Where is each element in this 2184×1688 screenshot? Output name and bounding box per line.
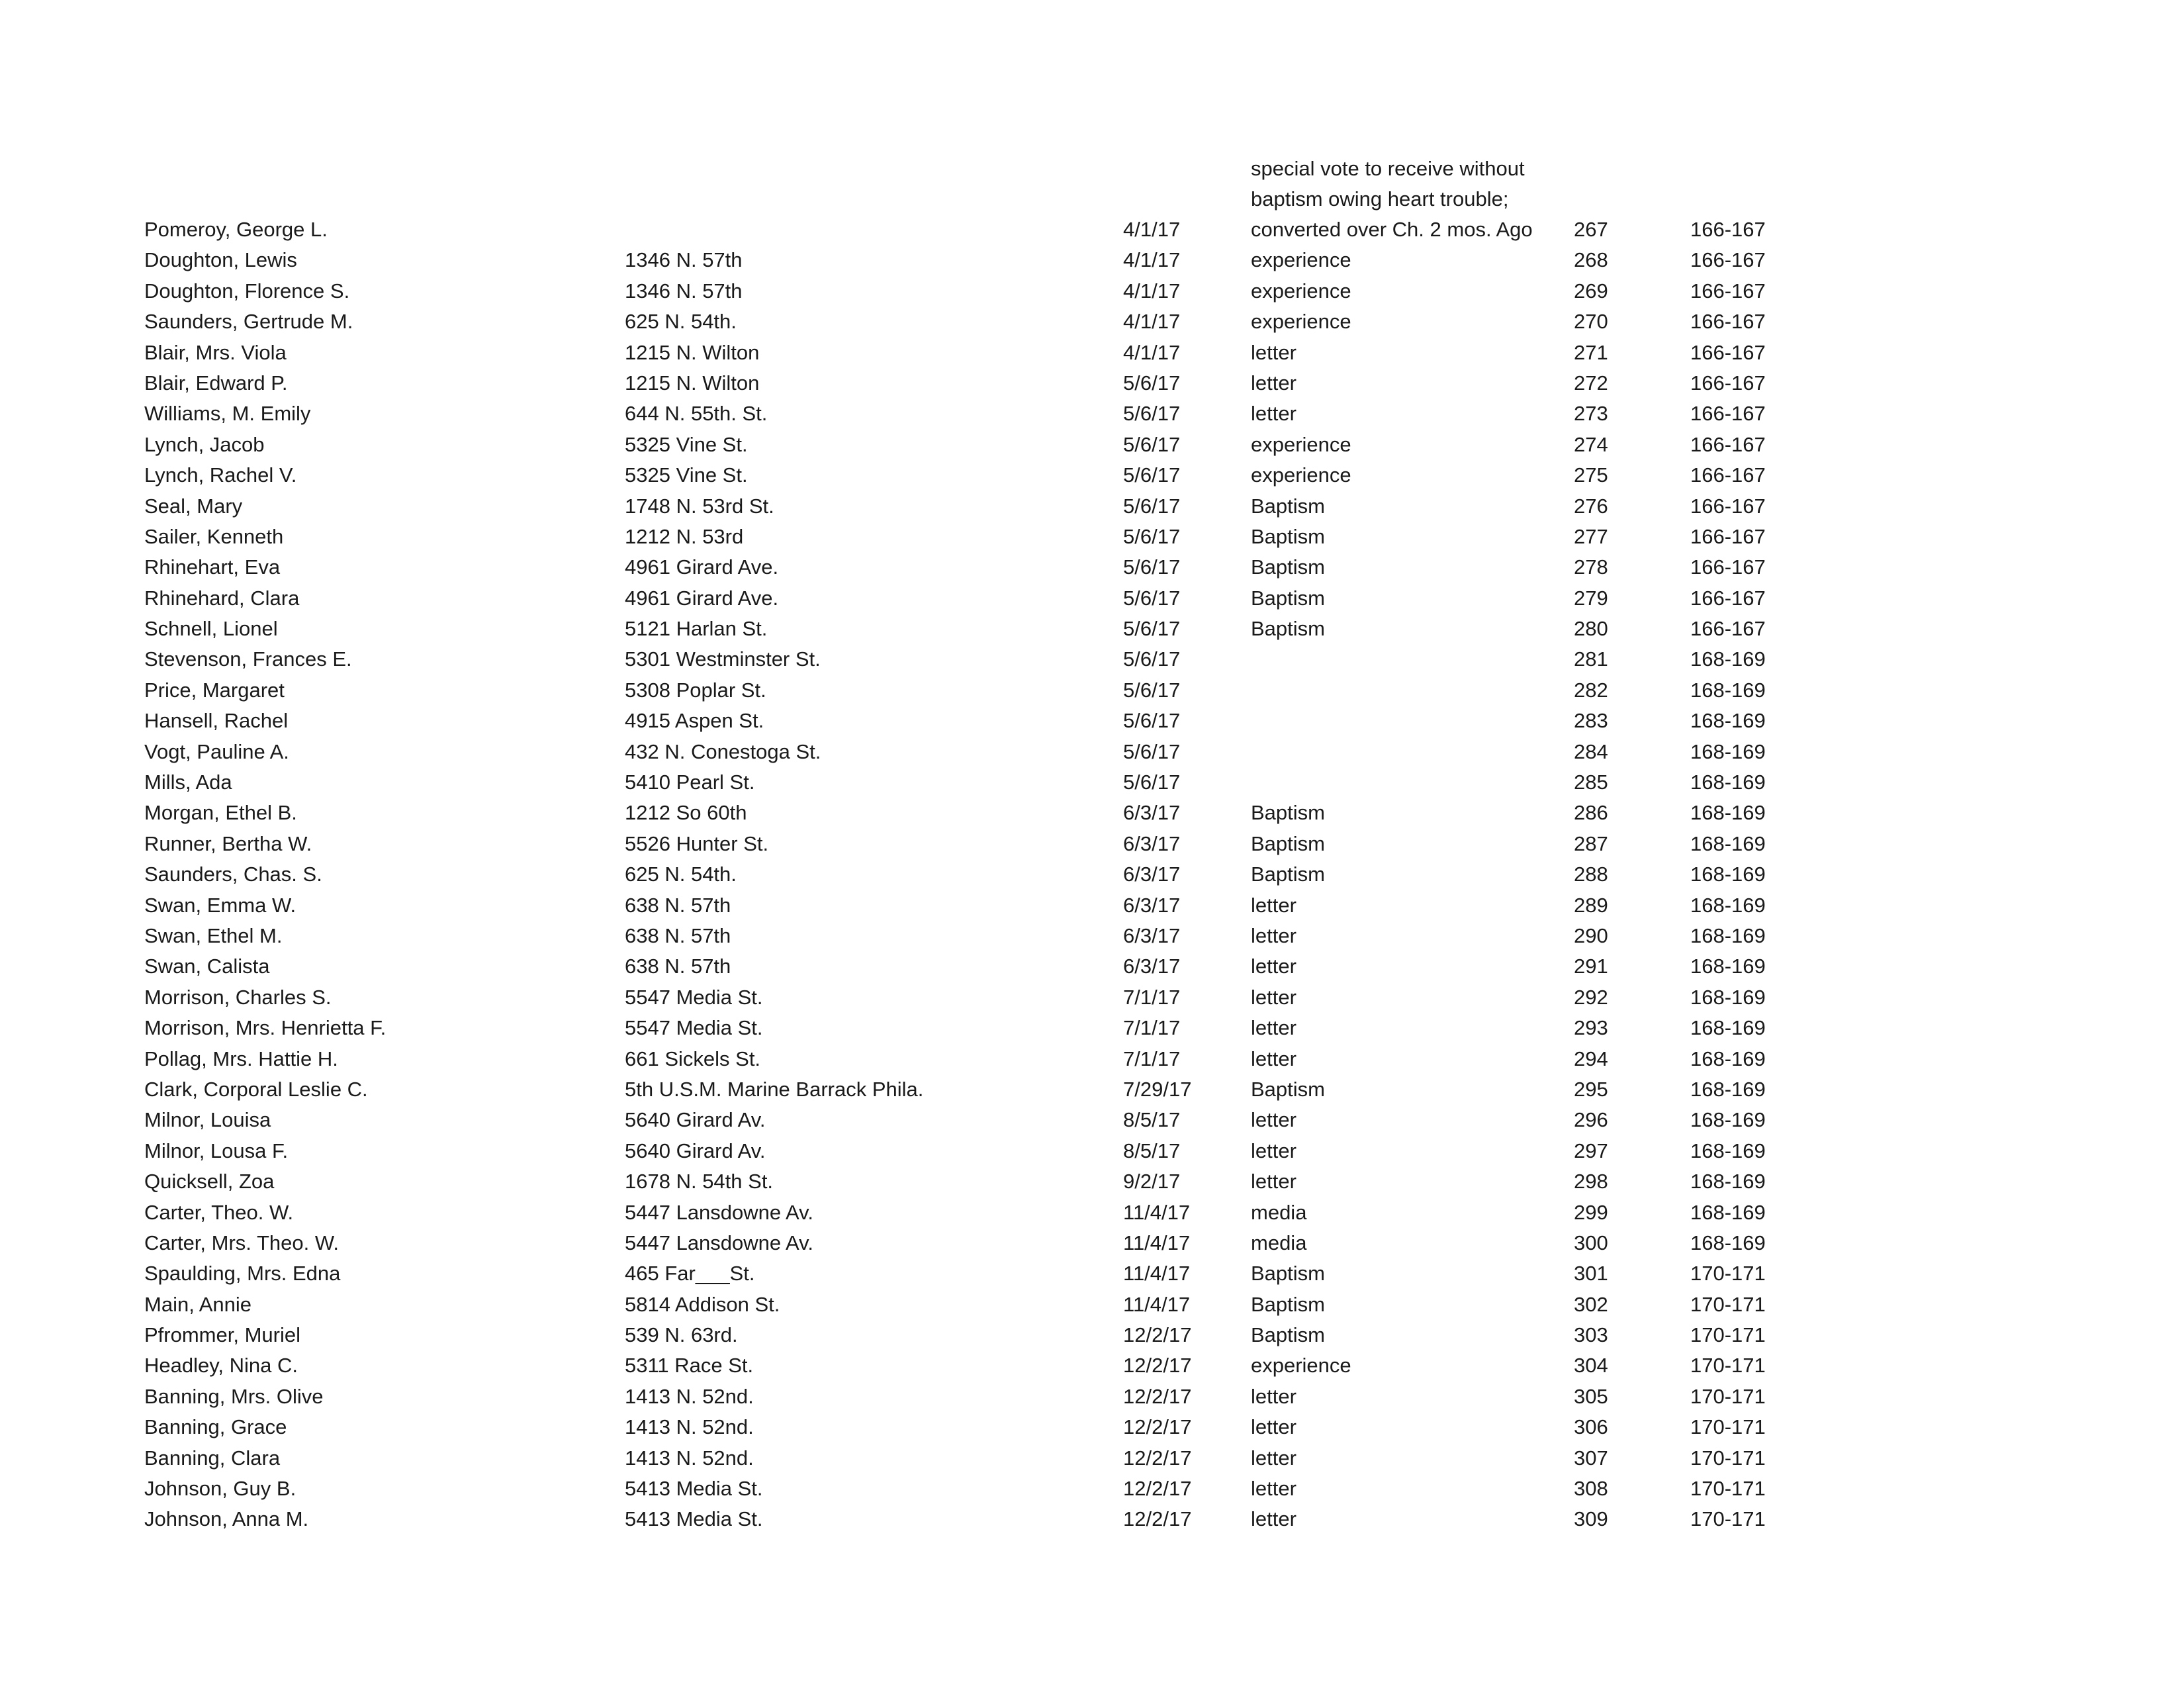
table-row [0,951,2184,982]
received-date: 4/1/17 [1123,218,1181,241]
member-number: 291 [1574,955,1608,978]
member-address: 638 N. 57th [625,893,731,917]
page-reference: 170-171 [1690,1446,1766,1470]
table-row [0,338,2184,368]
received-how: letter [1251,893,1297,917]
member-name: Johnson, Anna M. [144,1507,309,1531]
received-how: Baptism [1251,586,1325,610]
received-how: experience [1251,1354,1351,1378]
received-how: letter [1251,1415,1297,1439]
received-how: Baptism [1251,831,1325,855]
received-date: 7/1/17 [1123,985,1181,1009]
member-number: 300 [1574,1231,1608,1254]
received-how: letter [1251,1139,1297,1162]
received-how: letter [1251,1170,1297,1194]
member-address: 625 N. 54th. [625,863,737,886]
member-number: 287 [1574,831,1608,855]
member-address: 5814 Addison St. [625,1292,780,1316]
member-number: 304 [1574,1354,1608,1378]
table-row [0,1350,2184,1381]
member-name: Schnell, Lionel [144,617,278,641]
member-number: 302 [1574,1292,1608,1316]
member-address: 5526 Hunter St. [625,831,769,855]
member-address: 4961 Girard Ave. [625,555,779,579]
table-row [0,1013,2184,1043]
received-date: 5/6/17 [1123,432,1181,456]
received-how: Baptism [1251,1292,1325,1316]
member-number: 276 [1574,494,1608,518]
received-date: 7/29/17 [1123,1077,1192,1101]
member-address: 5325 Vine St. [625,432,748,456]
member-number: 283 [1574,709,1608,733]
member-number: 290 [1574,923,1608,947]
received-how: experience [1251,432,1351,456]
received-how: Baptism [1251,494,1325,518]
member-address: 5447 Lansdowne Av. [625,1231,813,1254]
page-reference: 166-167 [1690,555,1766,579]
page-reference: 168-169 [1690,955,1766,978]
received-date: 5/6/17 [1123,739,1181,763]
page-reference: 168-169 [1690,1108,1766,1132]
received-date: 12/2/17 [1123,1446,1192,1470]
received-how: experience [1251,279,1351,303]
member-name: Mills, Ada [144,771,232,794]
member-name: Clark, Corporal Leslie C. [144,1077,368,1101]
table-row [0,706,2184,736]
table-row [0,675,2184,706]
member-name: Rhinehard, Clara [144,586,300,610]
received-date: 5/6/17 [1123,402,1181,426]
page-reference: 168-169 [1690,1047,1766,1070]
member-number: 289 [1574,893,1608,917]
received-date: 7/1/17 [1123,1016,1181,1040]
table-row [0,1443,2184,1474]
table-row [0,1197,2184,1228]
page-reference: 168-169 [1690,923,1766,947]
member-address: 5311 Race St. [625,1354,754,1378]
received-date: 5/6/17 [1123,494,1181,518]
received-date: 7/1/17 [1123,1047,1181,1070]
member-name: Doughton, Lewis [144,248,297,272]
member-address: 5640 Girard Av. [625,1139,766,1162]
member-name: Doughton, Florence S. [144,279,350,303]
member-name: Saunders, Chas. S. [144,863,322,886]
received-date: 4/1/17 [1123,248,1181,272]
member-number: 272 [1574,371,1608,395]
received-date: 12/2/17 [1123,1323,1192,1347]
page-reference: 166-167 [1690,371,1766,395]
member-name: Spaulding, Mrs. Edna [144,1262,341,1286]
member-address: 5447 Lansdowne Av. [625,1200,813,1224]
table-row [0,460,2184,491]
member-address: 1346 N. 57th [625,279,743,303]
member-name: Vogt, Pauline A. [144,739,289,763]
member-address: 1678 N. 54th St. [625,1170,774,1194]
received-how: experience [1251,310,1351,334]
received-date: 5/6/17 [1123,771,1181,794]
page-reference: 170-171 [1690,1354,1766,1378]
note-line: converted over Ch. 2 mos. Ago [1251,218,1533,241]
received-date: 12/2/17 [1123,1415,1192,1439]
member-number: 274 [1574,432,1608,456]
page-reference: 170-171 [1690,1262,1766,1286]
table-row [0,276,2184,306]
member-number: 279 [1574,586,1608,610]
received-date: 12/2/17 [1123,1354,1192,1378]
member-number: 307 [1574,1446,1608,1470]
page-reference: 166-167 [1690,279,1766,303]
member-name: Carter, Mrs. Theo. W. [144,1231,340,1254]
member-name: Main, Annie [144,1292,251,1316]
member-number: 298 [1574,1170,1608,1194]
member-number: 275 [1574,463,1608,487]
member-address: 638 N. 57th [625,955,731,978]
table-row [0,1412,2184,1442]
member-address: 5547 Media St. [625,985,763,1009]
page-reference: 166-167 [1690,402,1766,426]
page-reference: 168-169 [1690,709,1766,733]
table-row [0,368,2184,399]
member-address: 5325 Vine St. [625,463,748,487]
received-how: experience [1251,463,1351,487]
table-row [0,214,2184,245]
member-number: 295 [1574,1077,1608,1101]
received-date: 4/1/17 [1123,340,1181,364]
member-name: Williams, M. Emily [144,402,311,426]
received-how: Baptism [1251,524,1325,548]
table-row [0,921,2184,951]
received-date: 11/4/17 [1123,1262,1191,1286]
received-how: letter [1251,1384,1297,1408]
member-address: 644 N. 55th. St. [625,402,768,426]
received-how: letter [1251,1446,1297,1470]
received-how: letter [1251,1507,1297,1531]
received-date: 5/6/17 [1123,617,1181,641]
page-reference: 168-169 [1690,1016,1766,1040]
page-reference: 168-169 [1690,1170,1766,1194]
note-line: baptism owing heart trouble; [1251,187,1509,211]
member-name: Johnson, Guy B. [144,1477,296,1501]
received-date: 6/3/17 [1123,923,1181,947]
page-reference: 168-169 [1690,893,1766,917]
received-how: letter [1251,1477,1297,1501]
received-date: 5/6/17 [1123,709,1181,733]
page-reference: 168-169 [1690,801,1766,825]
member-number: 309 [1574,1507,1608,1531]
received-how: media [1251,1231,1307,1254]
member-number: 282 [1574,678,1608,702]
table-row [0,1105,2184,1135]
table-row [0,982,2184,1013]
member-address: 4961 Girard Ave. [625,586,779,610]
page-reference: 170-171 [1690,1292,1766,1316]
received-date: 5/6/17 [1123,463,1181,487]
member-name: Swan, Calista [144,955,270,978]
member-number: 271 [1574,340,1608,364]
received-date: 5/6/17 [1123,678,1181,702]
received-how: Baptism [1251,555,1325,579]
page-reference: 168-169 [1690,771,1766,794]
received-date: 5/6/17 [1123,524,1181,548]
table-row [0,1166,2184,1197]
member-number: 303 [1574,1323,1608,1347]
member-number: 301 [1574,1262,1608,1286]
page-reference: 166-167 [1690,494,1766,518]
member-name: Lynch, Rachel V. [144,463,297,487]
member-name: Blair, Mrs. Viola [144,340,287,364]
member-address: 5410 Pearl St. [625,771,755,794]
table-row [0,737,2184,767]
member-address: 661 Sickels St. [625,1047,761,1070]
member-name: Quicksell, Zoa [144,1170,275,1194]
member-name: Banning, Mrs. Olive [144,1384,324,1408]
member-address: 1413 N. 52nd. [625,1415,754,1439]
received-date: 11/4/17 [1123,1292,1191,1316]
member-name: Pfrommer, Muriel [144,1323,300,1347]
received-date: 6/3/17 [1123,863,1181,886]
received-how: experience [1251,248,1351,272]
member-number: 293 [1574,1016,1608,1040]
member-number: 269 [1574,279,1608,303]
table-row [0,399,2184,429]
received-how: Baptism [1251,863,1325,886]
member-number: 268 [1574,248,1608,272]
member-name: Milnor, Lousa F. [144,1139,289,1162]
member-number: 286 [1574,801,1608,825]
page-reference: 168-169 [1690,1231,1766,1254]
page-reference: 170-171 [1690,1384,1766,1408]
member-number: 297 [1574,1139,1608,1162]
table-row [0,1382,2184,1412]
member-number: 280 [1574,617,1608,641]
received-date: 4/1/17 [1123,310,1181,334]
member-name: Banning, Clara [144,1446,281,1470]
page-reference: 166-167 [1690,463,1766,487]
table-row [0,859,2184,890]
received-date: 12/2/17 [1123,1384,1192,1408]
received-how: letter [1251,1047,1297,1070]
page-reference: 170-171 [1690,1323,1766,1347]
page-reference: 168-169 [1690,739,1766,763]
received-how: Baptism [1251,801,1325,825]
member-name: Blair, Edward P. [144,371,288,395]
member-rows [0,214,2184,1535]
received-date: 9/2/17 [1123,1170,1181,1194]
member-name: Hansell, Rachel [144,709,289,733]
member-address: 1212 N. 53rd [625,524,744,548]
member-address: 5th U.S.M. Marine Barrack Phila. [625,1077,924,1101]
member-name: Banning, Grace [144,1415,287,1439]
received-date: 4/1/17 [1123,279,1181,303]
table-row [0,1320,2184,1350]
member-name: Stevenson, Frances E. [144,647,352,671]
received-how: Baptism [1251,1323,1325,1347]
page-reference: 166-167 [1690,617,1766,641]
member-number: 267 [1574,218,1608,241]
received-date: 6/3/17 [1123,893,1181,917]
received-date: 5/6/17 [1123,555,1181,579]
member-address: 5301 Westminster St. [625,647,821,671]
member-address: 5547 Media St. [625,1016,763,1040]
member-number: 305 [1574,1384,1608,1408]
member-address: 625 N. 54th. [625,310,737,334]
received-how: letter [1251,340,1297,364]
page-reference: 166-167 [1690,586,1766,610]
received-how: letter [1251,985,1297,1009]
page-reference: 166-167 [1690,340,1766,364]
table-row [0,767,2184,798]
page-reference: 166-167 [1690,310,1766,334]
table-row [0,1136,2184,1166]
member-number: 292 [1574,985,1608,1009]
member-number: 296 [1574,1108,1608,1132]
page-reference: 168-169 [1690,1200,1766,1224]
table-row [0,306,2184,337]
received-how: Baptism [1251,1077,1325,1101]
table-row [0,1504,2184,1534]
received-date: 6/3/17 [1123,801,1181,825]
table-row [0,552,2184,583]
member-number: 308 [1574,1477,1608,1501]
received-how: letter [1251,402,1297,426]
page-reference: 168-169 [1690,985,1766,1009]
page-reference: 170-171 [1690,1477,1766,1501]
member-number: 270 [1574,310,1608,334]
table-row [0,1228,2184,1258]
received-date: 12/2/17 [1123,1477,1192,1501]
page-reference: 168-169 [1690,678,1766,702]
member-name: Lynch, Jacob [144,432,265,456]
received-how: letter [1251,923,1297,947]
table-row [0,245,2184,275]
member-name: Saunders, Gertrude M. [144,310,353,334]
page-reference: 166-167 [1690,248,1766,272]
member-name: Pollag, Mrs. Hattie H. [144,1047,338,1070]
member-address: 5640 Girard Av. [625,1108,766,1132]
received-date: 5/6/17 [1123,371,1181,395]
table-row [0,430,2184,460]
member-number: 294 [1574,1047,1608,1070]
member-address: 5413 Media St. [625,1507,763,1531]
member-address: 1413 N. 52nd. [625,1446,754,1470]
member-name: Sailer, Kenneth [144,524,284,548]
member-number: 284 [1574,739,1608,763]
member-address: 1413 N. 52nd. [625,1384,754,1408]
member-address: 5121 Harlan St. [625,617,768,641]
received-how: media [1251,1200,1307,1224]
member-number: 306 [1574,1415,1608,1439]
member-number: 299 [1574,1200,1608,1224]
table-row [0,1289,2184,1320]
member-address: 465 Far___St. [625,1262,755,1286]
member-name: Swan, Ethel M. [144,923,283,947]
member-name: Seal, Mary [144,494,243,518]
member-name: Morrison, Mrs. Henrietta F. [144,1016,387,1040]
received-date: 11/4/17 [1123,1200,1191,1224]
member-name: Morgan, Ethel B. [144,801,297,825]
received-date: 11/4/17 [1123,1231,1191,1254]
received-date: 5/6/17 [1123,647,1181,671]
member-address: 1212 So 60th [625,801,747,825]
table-row [0,829,2184,859]
received-how: letter [1251,371,1297,395]
page-reference: 168-169 [1690,863,1766,886]
member-number: 285 [1574,771,1608,794]
member-name: Price, Margaret [144,678,285,702]
member-name: Runner, Bertha W. [144,831,312,855]
received-date: 6/3/17 [1123,955,1181,978]
member-number: 277 [1574,524,1608,548]
note-line: special vote to receive without [1251,157,1525,180]
received-date: 8/5/17 [1123,1139,1181,1162]
page-reference: 170-171 [1690,1415,1766,1439]
member-number: 281 [1574,647,1608,671]
table-row [0,1474,2184,1504]
member-name: Headley, Nina C. [144,1354,298,1378]
member-address: 1215 N. Wilton [625,371,760,395]
member-address: 1215 N. Wilton [625,340,760,364]
table-row [0,890,2184,921]
table-row [0,1258,2184,1289]
table-row [0,1074,2184,1105]
table-row [0,644,2184,675]
received-date: 6/3/17 [1123,831,1181,855]
member-name: Carter, Theo. W. [144,1200,294,1224]
member-address: 638 N. 57th [625,923,731,947]
page-reference: 168-169 [1690,1139,1766,1162]
member-name: Morrison, Charles S. [144,985,332,1009]
member-address: 5308 Poplar St. [625,678,766,702]
page-reference: 168-169 [1690,831,1766,855]
table-row [0,583,2184,614]
member-number: 288 [1574,863,1608,886]
member-address: 432 N. Conestoga St. [625,739,821,763]
received-date: 5/6/17 [1123,586,1181,610]
page-reference: 168-169 [1690,1077,1766,1101]
received-date: 12/2/17 [1123,1507,1192,1531]
page-reference: 170-171 [1690,1507,1766,1531]
received-how: Baptism [1251,617,1325,641]
page-reference: 168-169 [1690,647,1766,671]
member-name: Swan, Emma W. [144,893,296,917]
page-reference: 166-167 [1690,524,1766,548]
table-row [0,1044,2184,1074]
table-row [0,522,2184,552]
table-row [0,798,2184,828]
member-address: 539 N. 63rd. [625,1323,738,1347]
page-reference: 166-167 [1690,218,1766,241]
member-name: Milnor, Louisa [144,1108,271,1132]
member-number: 278 [1574,555,1608,579]
member-name: Pomeroy, George L. [144,218,328,241]
received-how: letter [1251,1108,1297,1132]
received-how: letter [1251,955,1297,978]
member-address: 4915 Aspen St. [625,709,764,733]
member-address: 1346 N. 57th [625,248,743,272]
member-number: 273 [1574,402,1608,426]
page-reference: 166-167 [1690,432,1766,456]
table-row [0,614,2184,644]
received-date: 8/5/17 [1123,1108,1181,1132]
table-row [0,491,2184,522]
received-how: letter [1251,1016,1297,1040]
member-address: 5413 Media St. [625,1477,763,1501]
member-address: 1748 N. 53rd St. [625,494,774,518]
member-name: Rhinehart, Eva [144,555,281,579]
received-how: Baptism [1251,1262,1325,1286]
